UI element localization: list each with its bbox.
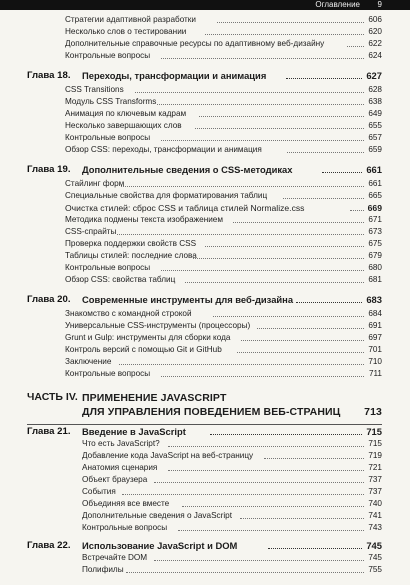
toc-entry[interactable]: Добавление кода JavaScript на веб-страницу 719 bbox=[82, 451, 382, 460]
toc-entry[interactable]: Контрольные вопросы 680 bbox=[65, 263, 382, 272]
toc-entry[interactable]: Стратегии адаптивной разработки 606 bbox=[65, 15, 382, 24]
toc-entry[interactable]: Полифилы 755 bbox=[82, 565, 382, 574]
chapter-label: Глава 22. bbox=[27, 540, 71, 551]
toc-entry[interactable]: Встречайте DOM 745 bbox=[82, 553, 382, 562]
toc-entry[interactable]: CSS Transitions 628 bbox=[65, 85, 382, 94]
toc-entry[interactable]: Анатомия сценария 721 bbox=[82, 463, 382, 472]
chapter-label: Глава 20. bbox=[27, 294, 71, 305]
toc-entry[interactable]: Очистка стилей: сброс CSS и таблица стилей Normalize.css 669 bbox=[65, 203, 382, 213]
toc-entry[interactable]: Несколько слов о тестировании 620 bbox=[65, 27, 382, 36]
toc-entry[interactable]: Контрольные вопросы 624 bbox=[65, 51, 382, 60]
toc-entry[interactable]: Специальные свойства для форматирования таблиц 665 bbox=[65, 191, 382, 200]
toc-entry[interactable]: Анимация по ключевым кадрам 649 bbox=[65, 109, 382, 118]
part-heading[interactable] bbox=[82, 391, 382, 421]
toc-entry[interactable]: Контроль версий с помощью Git и GitHub 701 bbox=[65, 345, 382, 354]
running-header-section: Оглавление bbox=[315, 0, 360, 9]
page-number: 9 bbox=[377, 0, 382, 9]
toc-entry[interactable]: Обзор CSS: свойства таблиц 681 bbox=[65, 275, 382, 284]
toc-entry[interactable]: Модуль CSS Transforms 638 bbox=[65, 97, 382, 106]
toc-entry[interactable]: Контрольные вопросы 711 bbox=[65, 369, 382, 378]
toc-entry[interactable]: Знакомство с командной строкой 684 bbox=[65, 309, 382, 318]
toc-entry[interactable]: Универсальные CSS-инструменты (процессоры) 691 bbox=[65, 321, 382, 330]
part-page: 713 bbox=[364, 406, 382, 418]
toc-entry[interactable]: CSS-спрайты 673 bbox=[65, 227, 382, 236]
chapter-heading[interactable]: Введение в JavaScript 715 bbox=[82, 426, 382, 437]
toc-entry[interactable]: Контрольные вопросы 743 bbox=[82, 523, 382, 532]
toc-entry[interactable]: Дополнительные справочные ресурсы по адаптивному веб-дизайну 622 bbox=[65, 39, 382, 48]
toc-entry[interactable]: Таблицы стилей: последние слова 679 bbox=[65, 251, 382, 260]
chapter-label: Глава 21. bbox=[27, 426, 71, 437]
part-rule bbox=[27, 424, 382, 425]
toc-entry[interactable]: Контрольные вопросы 657 bbox=[65, 133, 382, 142]
chapter-heading[interactable]: Дополнительные сведения о CSS-методиках 661 bbox=[82, 164, 382, 175]
chapter-label: Глава 18. bbox=[27, 70, 71, 81]
toc-entry[interactable]: Несколько завершающих слов 655 bbox=[65, 121, 382, 130]
toc-entry[interactable]: Обзор CSS: переходы, трансформации и анимация 659 bbox=[65, 145, 382, 154]
toc-entry[interactable]: Проверка поддержки свойств CSS 675 bbox=[65, 239, 382, 248]
toc-entry[interactable]: Стайлинг форм 661 bbox=[65, 179, 382, 188]
toc-entry[interactable]: Объединяя все вместе 740 bbox=[82, 499, 382, 508]
part-title-line-1: ПРИМЕНЕНИЕ JAVASCRIPT bbox=[82, 392, 227, 404]
chapter-heading[interactable]: Переходы, трансформации и анимация 627 bbox=[82, 70, 382, 81]
chapter-heading[interactable]: Современные инструменты для веб-дизайна 683 bbox=[82, 294, 382, 305]
running-header bbox=[0, 0, 410, 10]
toc-entry[interactable]: Заключение 710 bbox=[65, 357, 382, 366]
part-label: ЧАСТЬ IV. bbox=[27, 391, 78, 403]
toc-entry[interactable]: Grunt и Gulp: инструменты для сборки кода 697 bbox=[65, 333, 382, 342]
chapter-heading[interactable]: Использование JavaScript и DOM 745 bbox=[82, 540, 382, 551]
toc-entry[interactable]: Что есть JavaScript? 715 bbox=[82, 439, 382, 448]
toc-entry[interactable]: Дополнительные сведения о JavaScript 741 bbox=[82, 511, 382, 520]
part-title-line-2: ДЛЯ УПРАВЛЕНИЯ ПОВЕДЕНИЕМ ВЕБ-СТРАНИЦ bbox=[82, 406, 341, 418]
chapter-label: Глава 19. bbox=[27, 164, 71, 175]
toc-entry[interactable]: Методика подмены текста изображением 671 bbox=[65, 215, 382, 224]
toc-entry[interactable]: События 737 bbox=[82, 487, 382, 496]
toc-entry[interactable]: Объект браузера 737 bbox=[82, 475, 382, 484]
